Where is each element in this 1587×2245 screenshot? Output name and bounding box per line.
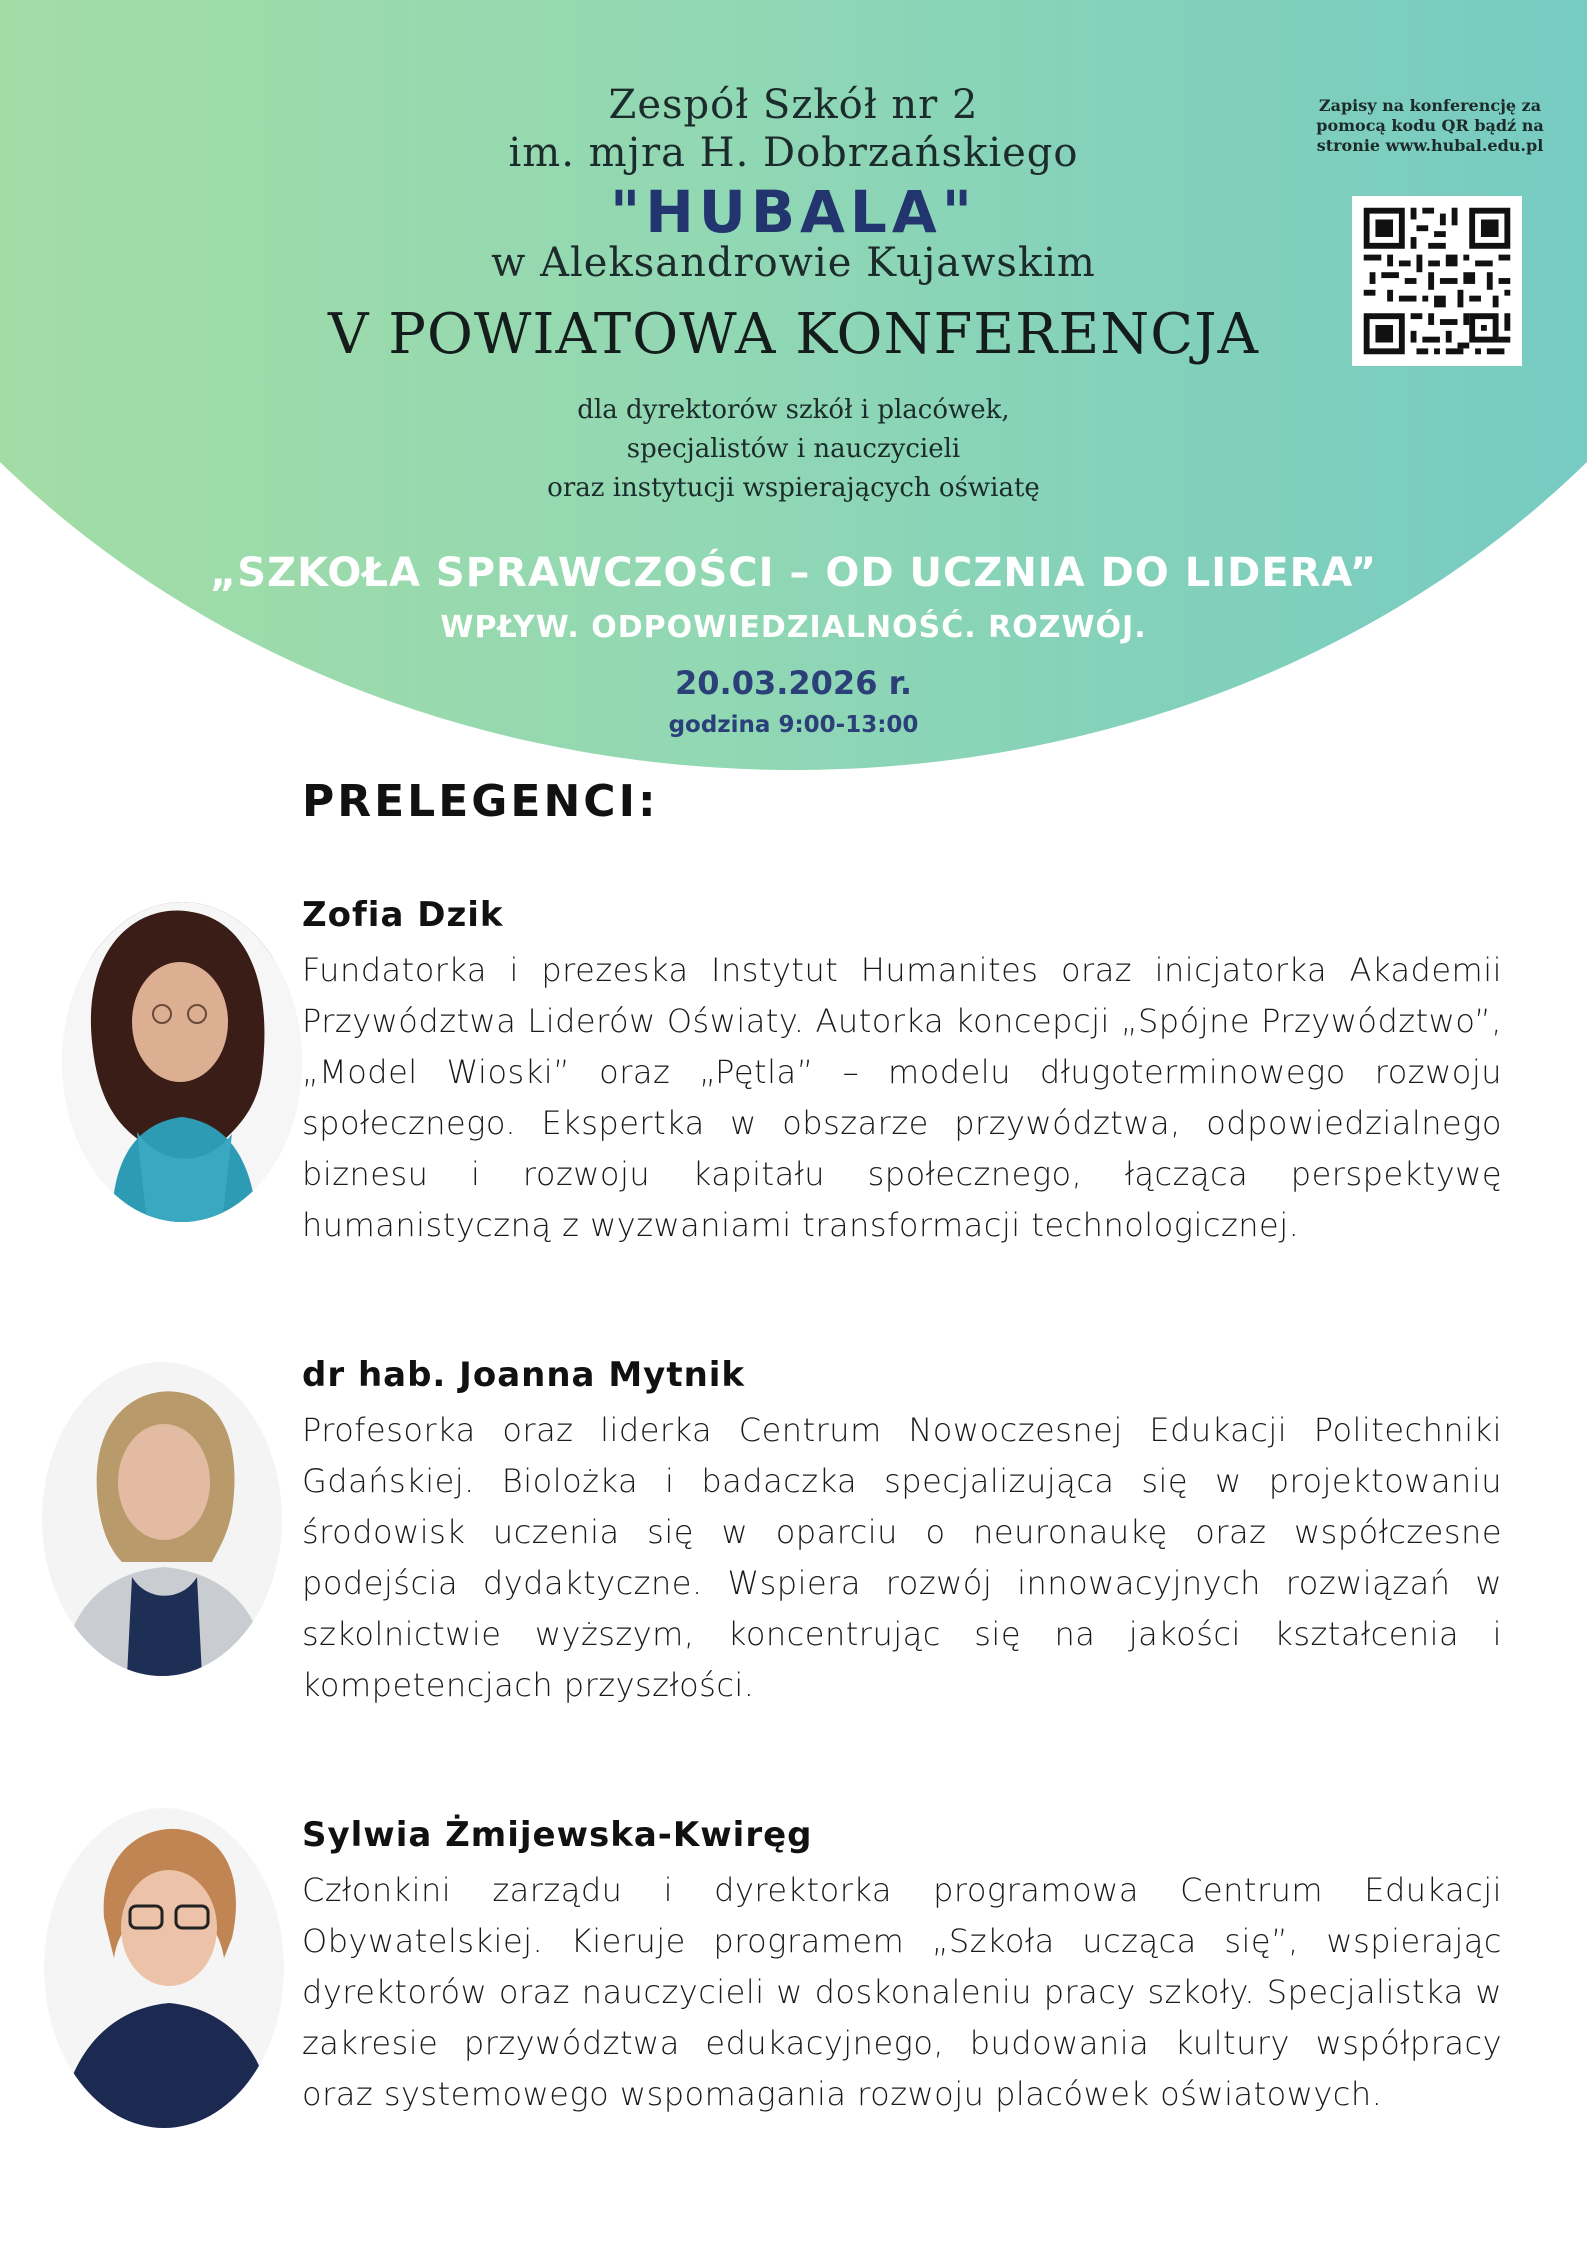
school-location: w Aleksandrowie Kujawskim: [491, 240, 1096, 286]
conference-subslogan: WPŁYW. ODPOWIEDZIALNOŚĆ. ROZWÓJ.: [440, 610, 1147, 645]
speaker-name: dr hab. Joanna Mytnik: [302, 1355, 746, 1395]
speaker-bio: Członkini zarządu i dyrektorka programowa Centrum Edukacji Obywatelskiej. Kieruje programem „Szkoła ucząca się”, wspierając dyrektorów oraz nauczycieli w doskonaleniu pracy szkoły. Specjalistka w zakresie przywództwa edukacyjnego, budowania kultury współpracy oraz systemowego wspomagania rozwoju placówek oświatowych.: [302, 1871, 1502, 2113]
conference-title: V POWIATOWA KONFERENCJA: [328, 302, 1259, 367]
speaker-photo: [44, 1808, 284, 2128]
registration-note: [1300, 96, 1560, 156]
speaker-photo: [42, 1362, 282, 1676]
audience-line-1: dla dyrektorów szkół i placówek,: [577, 395, 1010, 425]
speaker-bio: Profesorka oraz liderka Centrum Nowoczesnej Edukacji Politechniki Gdańskiej. Biolożka i badaczka specjalizująca się w projektowaniu środowisk uczenia się w oparciu o neuronaukę oraz współczesne podejścia dydaktyczne. Wspiera rozwój innowacyjnych rozwiązań w szkolnictwie wyższym, koncentrując się na jakości kształcenia i kompetencjach przyszłości.: [302, 1411, 1502, 1704]
school-line-2: im. mjra H. Dobrzańskiego: [508, 130, 1079, 176]
school-name: "HUBALA": [609, 178, 977, 246]
speaker-2-portrait: [42, 1362, 282, 1676]
registration-qr-code[interactable]: [1352, 196, 1522, 366]
registration-note-line-1: Zapisy na konferencję za: [1318, 96, 1542, 115]
speaker-1-portrait: [62, 902, 302, 1222]
audience-line-3: oraz instytucji wspierających oświatę: [547, 473, 1040, 503]
speaker-photo: [62, 902, 302, 1222]
speakers-section-title: PRELEGENCI:: [302, 776, 659, 827]
audience-line-2: specjalistów i nauczycieli: [626, 434, 961, 464]
speaker-3-portrait: [44, 1808, 284, 2128]
speaker-name: Sylwia Żmijewska-Kwiręg: [302, 1815, 813, 1855]
conference-slogan: „SZKOŁA SPRAWCZOŚCI – OD UCZNIA DO LIDERA”: [210, 550, 1377, 596]
speaker-name: Zofia Dzik: [302, 895, 504, 935]
qr-code-graphic: [1352, 196, 1522, 366]
school-line-1: Zespół Szkół nr 2: [608, 82, 979, 128]
registration-note-line-2: pomocą kodu QR bądź na: [1316, 116, 1544, 135]
conference-time: godzina 9:00-13:00: [668, 712, 919, 738]
registration-note-line-3: stronie www.hubal.edu.pl: [1316, 136, 1544, 155]
conference-date: 20.03.2026 r.: [675, 664, 912, 702]
speaker-bio: Fundatorka i prezeska Instytut Humanites oraz inicjatorka Akademii Przywództwa Liderów Oświaty. Autorka koncepcji „Spójne Przywództwo”, „Model Wioski” oraz „Pętla” – modelu długoterminowego rozwoju społecznego. Ekspertka w obszarze przywództwa, odpowiedzialnego biznesu i rozwoju kapitału społecznego, łącząca perspektywę humanistyczną z wyzwaniami transformacji technologicznej.: [302, 951, 1502, 1244]
